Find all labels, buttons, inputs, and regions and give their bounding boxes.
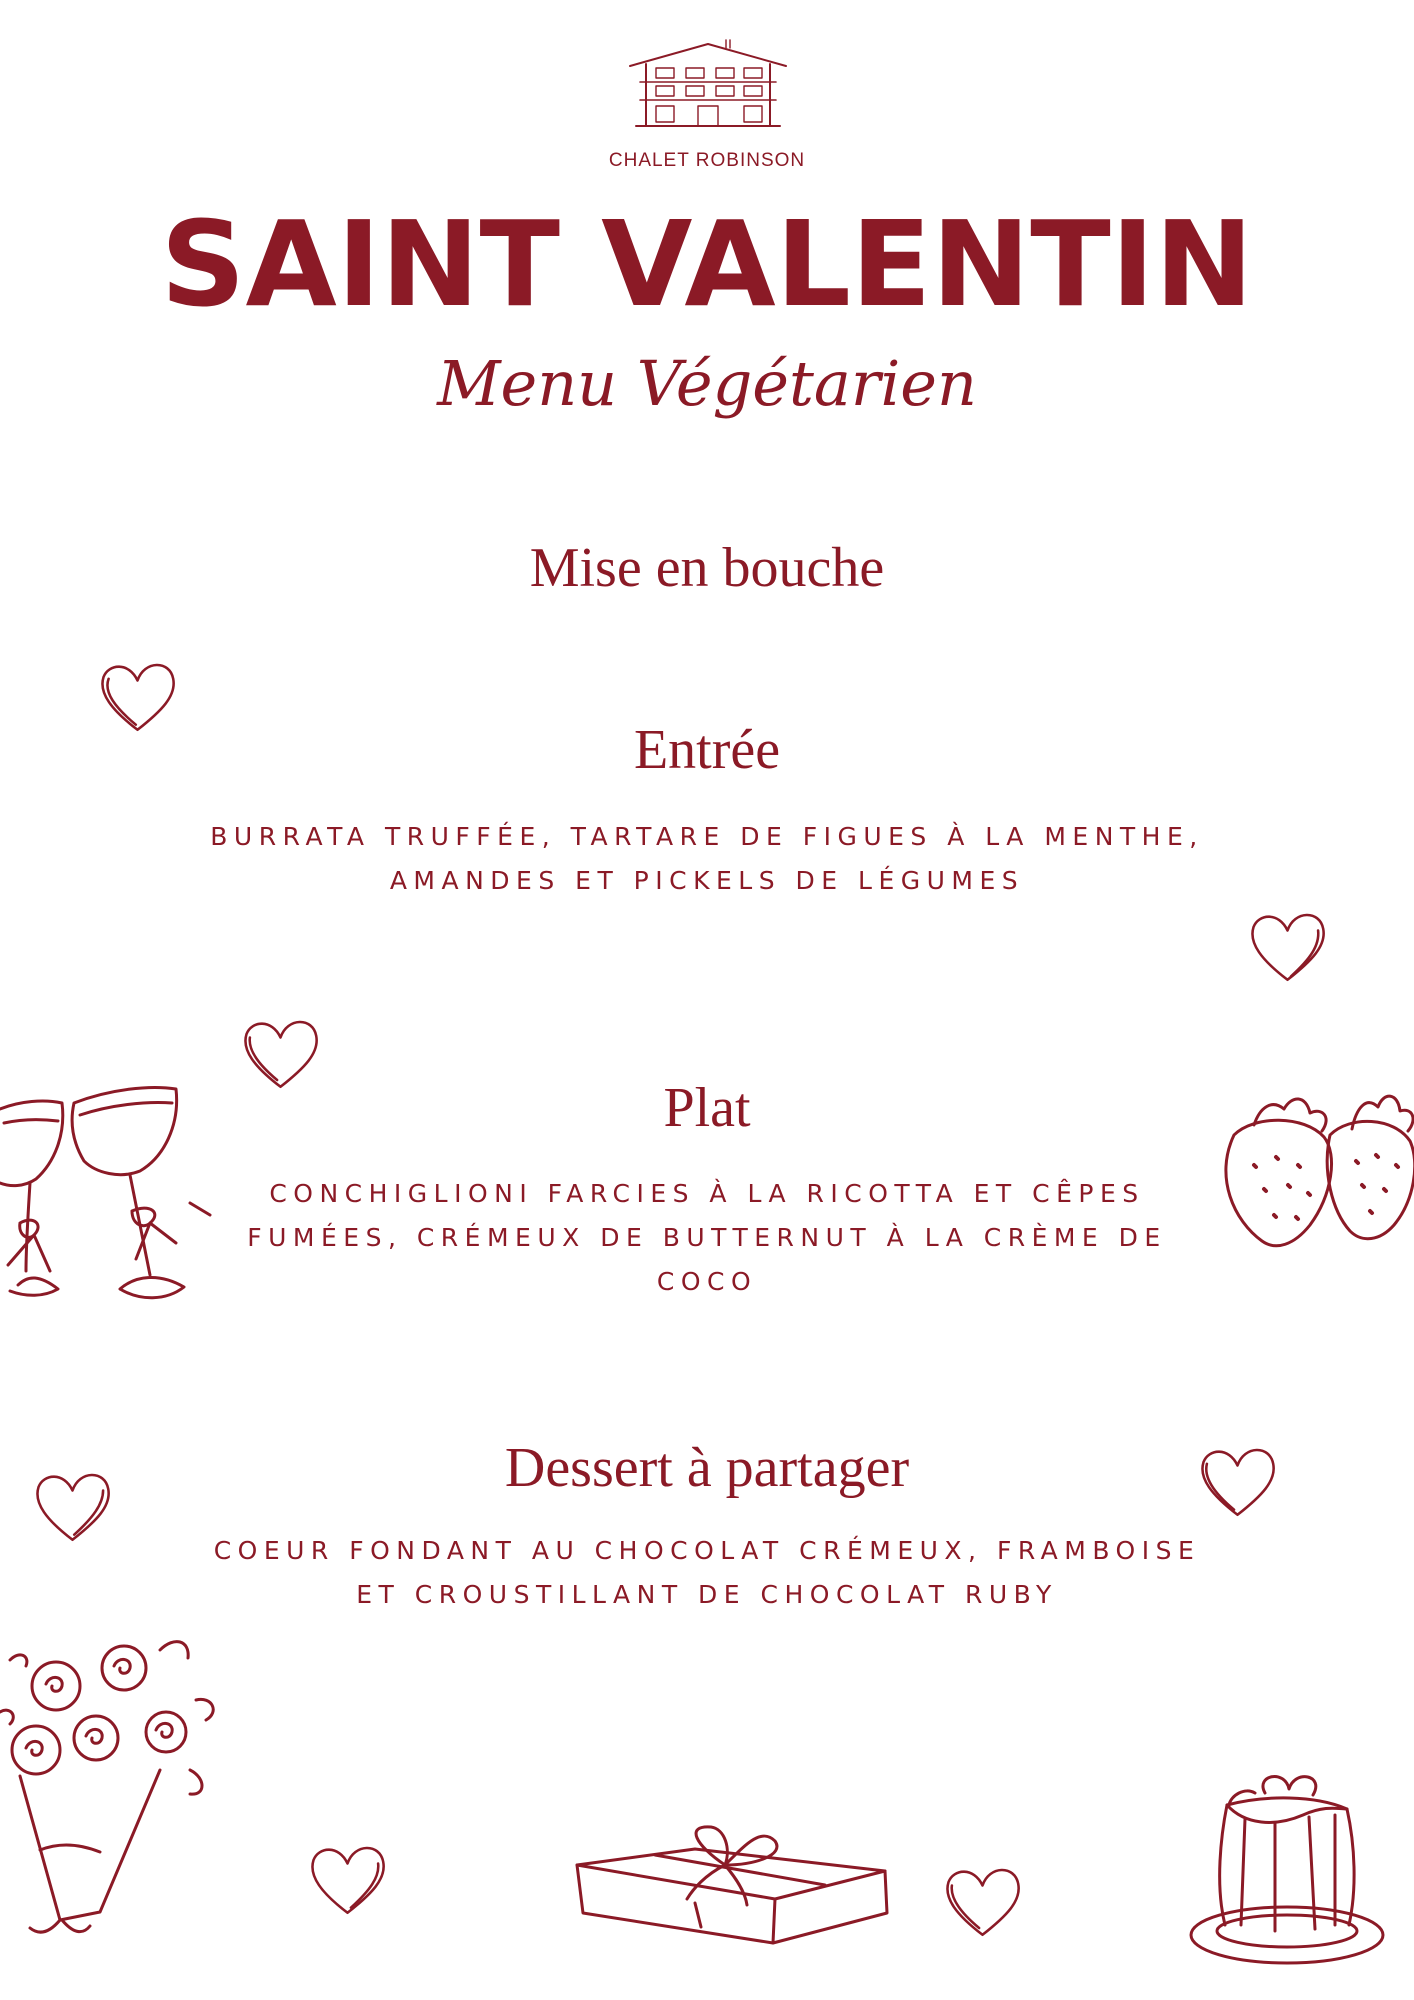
section-title-plat: Plat [663,1077,751,1139]
heart-icon [1195,1440,1280,1525]
page-subtitle: Menu Végétarien [437,347,977,420]
section-description-plat: CONCHIGLIONI FARCIES À LA RICOTTA ET CÊPES FUMÉES, CRÉMEUX DE BUTTERNUT À LA CRÈME DE COCO [247,1179,1167,1296]
chalet-house-icon [626,38,790,130]
section-title-dessert: Dessert à partager [504,1437,910,1499]
brand-name: CHALET ROBINSON [608,150,806,171]
champagne-glasses-icon [0,1075,225,1310]
heart-icon [95,655,180,740]
heart-icon [30,1465,115,1550]
heart-icon [238,1012,323,1097]
section-title-entree: Entrée [633,719,781,781]
section-description-dessert: COEUR FONDANT AU CHOCOLAT CRÉMEUX, FRAMBOISE ET CROUSTILLANT DE CHOCOLAT RUBY [213,1536,1201,1609]
cake-icon [1185,1765,1390,1970]
flower-bouquet-icon [0,1620,225,1940]
section-description-entree: BURRATA TRUFFÉE, TARTARE DE FIGUES À LA MENTHE, AMANDES ET PICKELS DE LÉGUMES [210,822,1204,895]
heart-icon [1245,905,1330,990]
page-title: SAINT VALENTIN [160,195,1254,333]
section-title-mise-en-bouche: Mise en bouche [529,537,885,599]
strawberries-icon [1214,1085,1414,1255]
heart-icon [940,1860,1025,1945]
gift-box-icon [575,1815,890,1965]
heart-icon [305,1838,390,1923]
